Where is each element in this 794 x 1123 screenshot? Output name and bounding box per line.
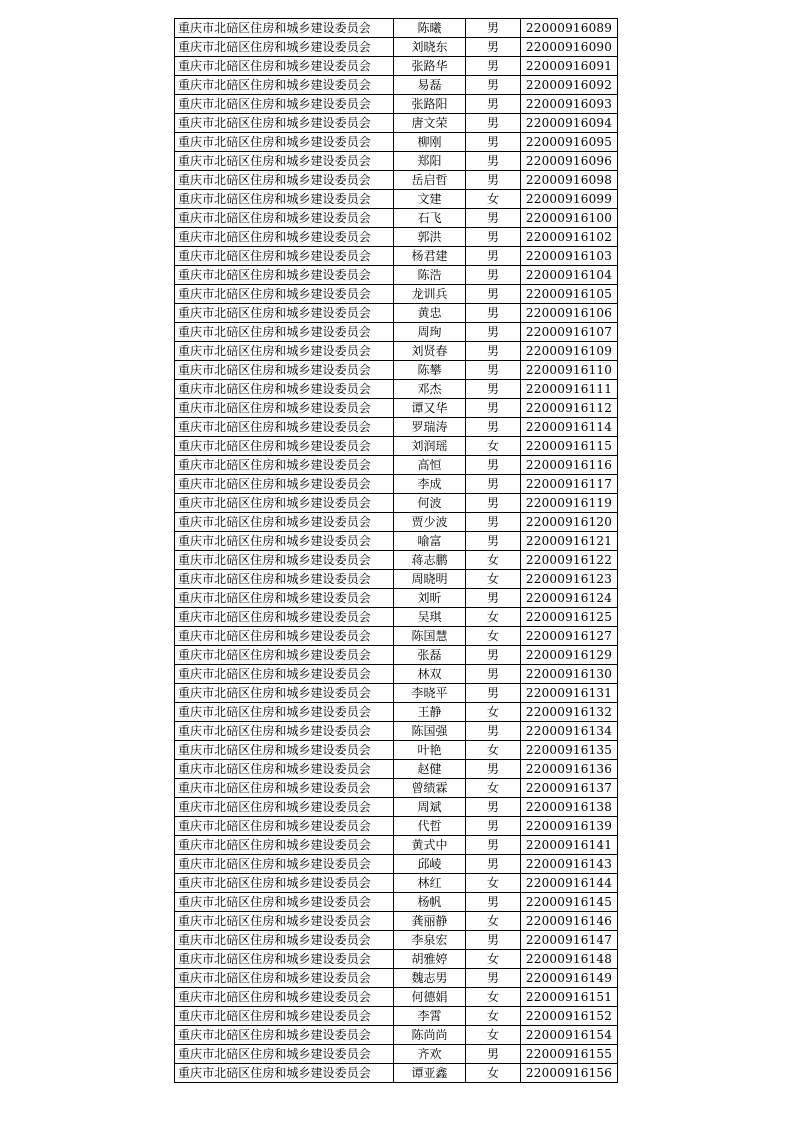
gender-cell: 男 bbox=[466, 247, 521, 266]
table-row bbox=[175, 1045, 618, 1064]
candidate-id-cell: 22000916119 bbox=[521, 494, 618, 513]
name-cell: 柳刚 bbox=[394, 133, 466, 152]
organization-cell: 重庆市北碚区住房和城乡建设委员会 bbox=[175, 1045, 394, 1064]
table-row bbox=[175, 741, 618, 760]
candidate-id-cell: 22000916111 bbox=[521, 380, 618, 399]
candidate-id-cell: 22000916110 bbox=[521, 361, 618, 380]
table-row bbox=[175, 646, 618, 665]
name-cell: 喻富 bbox=[394, 532, 466, 551]
name-cell: 何德娟 bbox=[394, 988, 466, 1007]
name-cell: 王静 bbox=[394, 703, 466, 722]
organization-cell: 重庆市北碚区住房和城乡建设委员会 bbox=[175, 399, 394, 418]
table-row bbox=[175, 703, 618, 722]
gender-cell: 男 bbox=[466, 646, 521, 665]
name-cell: 林红 bbox=[394, 874, 466, 893]
roster-table bbox=[174, 18, 618, 1083]
table-row bbox=[175, 969, 618, 988]
table-row bbox=[175, 304, 618, 323]
name-cell: 胡雅婷 bbox=[394, 950, 466, 969]
gender-cell: 男 bbox=[466, 418, 521, 437]
gender-cell: 女 bbox=[466, 437, 521, 456]
organization-cell: 重庆市北碚区住房和城乡建设委员会 bbox=[175, 703, 394, 722]
candidate-id-cell: 22000916146 bbox=[521, 912, 618, 931]
organization-cell: 重庆市北碚区住房和城乡建设委员会 bbox=[175, 342, 394, 361]
gender-cell: 男 bbox=[466, 893, 521, 912]
gender-cell: 男 bbox=[466, 665, 521, 684]
gender-cell: 男 bbox=[466, 399, 521, 418]
candidate-id-cell: 22000916141 bbox=[521, 836, 618, 855]
gender-cell: 男 bbox=[466, 95, 521, 114]
candidate-id-cell: 22000916092 bbox=[521, 76, 618, 95]
gender-cell: 男 bbox=[466, 494, 521, 513]
organization-cell: 重庆市北碚区住房和城乡建设委员会 bbox=[175, 836, 394, 855]
gender-cell: 女 bbox=[466, 1026, 521, 1045]
organization-cell: 重庆市北碚区住房和城乡建设委员会 bbox=[175, 627, 394, 646]
candidate-id-cell: 22000916105 bbox=[521, 285, 618, 304]
organization-cell: 重庆市北碚区住房和城乡建设委员会 bbox=[175, 874, 394, 893]
name-cell: 李晓平 bbox=[394, 684, 466, 703]
organization-cell: 重庆市北碚区住房和城乡建设委员会 bbox=[175, 361, 394, 380]
candidate-id-cell: 22000916147 bbox=[521, 931, 618, 950]
organization-cell: 重庆市北碚区住房和城乡建设委员会 bbox=[175, 247, 394, 266]
table-row bbox=[175, 988, 618, 1007]
candidate-id-cell: 22000916132 bbox=[521, 703, 618, 722]
organization-cell: 重庆市北碚区住房和城乡建设委员会 bbox=[175, 817, 394, 836]
gender-cell: 男 bbox=[466, 722, 521, 741]
gender-cell: 男 bbox=[466, 855, 521, 874]
organization-cell: 重庆市北碚区住房和城乡建设委员会 bbox=[175, 475, 394, 494]
name-cell: 周珣 bbox=[394, 323, 466, 342]
name-cell: 叶艳 bbox=[394, 741, 466, 760]
gender-cell: 女 bbox=[466, 551, 521, 570]
candidate-id-cell: 22000916106 bbox=[521, 304, 618, 323]
gender-cell: 男 bbox=[466, 152, 521, 171]
candidate-id-cell: 22000916114 bbox=[521, 418, 618, 437]
candidate-id-cell: 22000916094 bbox=[521, 114, 618, 133]
table-row bbox=[175, 95, 618, 114]
candidate-id-cell: 22000916102 bbox=[521, 228, 618, 247]
gender-cell: 女 bbox=[466, 703, 521, 722]
organization-cell: 重庆市北碚区住房和城乡建设委员会 bbox=[175, 1064, 394, 1083]
organization-cell: 重庆市北碚区住房和城乡建设委员会 bbox=[175, 285, 394, 304]
table-row bbox=[175, 133, 618, 152]
organization-cell: 重庆市北碚区住房和城乡建设委员会 bbox=[175, 38, 394, 57]
candidate-id-cell: 22000916152 bbox=[521, 1007, 618, 1026]
candidate-id-cell: 22000916115 bbox=[521, 437, 618, 456]
name-cell: 周晓明 bbox=[394, 570, 466, 589]
name-cell: 代哲 bbox=[394, 817, 466, 836]
candidate-id-cell: 22000916099 bbox=[521, 190, 618, 209]
table-row bbox=[175, 209, 618, 228]
table-row bbox=[175, 57, 618, 76]
gender-cell: 男 bbox=[466, 589, 521, 608]
name-cell: 陈攀 bbox=[394, 361, 466, 380]
table-row bbox=[175, 779, 618, 798]
gender-cell: 男 bbox=[466, 1045, 521, 1064]
gender-cell: 男 bbox=[466, 114, 521, 133]
candidate-id-cell: 22000916149 bbox=[521, 969, 618, 988]
candidate-id-cell: 22000916134 bbox=[521, 722, 618, 741]
candidate-id-cell: 22000916093 bbox=[521, 95, 618, 114]
table-row bbox=[175, 19, 618, 38]
gender-cell: 女 bbox=[466, 570, 521, 589]
gender-cell: 男 bbox=[466, 133, 521, 152]
gender-cell: 男 bbox=[466, 513, 521, 532]
candidate-id-cell: 22000916136 bbox=[521, 760, 618, 779]
organization-cell: 重庆市北碚区住房和城乡建设委员会 bbox=[175, 893, 394, 912]
organization-cell: 重庆市北碚区住房和城乡建设委员会 bbox=[175, 665, 394, 684]
table-row bbox=[175, 798, 618, 817]
gender-cell: 男 bbox=[466, 266, 521, 285]
table-row bbox=[175, 475, 618, 494]
candidate-id-cell: 22000916109 bbox=[521, 342, 618, 361]
table-row bbox=[175, 361, 618, 380]
candidate-id-cell: 22000916104 bbox=[521, 266, 618, 285]
table-row bbox=[175, 152, 618, 171]
candidate-id-cell: 22000916096 bbox=[521, 152, 618, 171]
name-cell: 谭亚鑫 bbox=[394, 1064, 466, 1083]
table-row bbox=[175, 342, 618, 361]
gender-cell: 男 bbox=[466, 836, 521, 855]
gender-cell: 男 bbox=[466, 684, 521, 703]
name-cell: 唐文荣 bbox=[394, 114, 466, 133]
name-cell: 杨君建 bbox=[394, 247, 466, 266]
organization-cell: 重庆市北碚区住房和城乡建设委员会 bbox=[175, 798, 394, 817]
organization-cell: 重庆市北碚区住房和城乡建设委员会 bbox=[175, 171, 394, 190]
gender-cell: 女 bbox=[466, 779, 521, 798]
name-cell: 刘晓东 bbox=[394, 38, 466, 57]
table-row bbox=[175, 114, 618, 133]
name-cell: 易磊 bbox=[394, 76, 466, 95]
table-row bbox=[175, 228, 618, 247]
name-cell: 陈尚尚 bbox=[394, 1026, 466, 1045]
gender-cell: 男 bbox=[466, 456, 521, 475]
organization-cell: 重庆市北碚区住房和城乡建设委员会 bbox=[175, 969, 394, 988]
candidate-id-cell: 22000916131 bbox=[521, 684, 618, 703]
organization-cell: 重庆市北碚区住房和城乡建设委员会 bbox=[175, 190, 394, 209]
candidate-id-cell: 22000916100 bbox=[521, 209, 618, 228]
organization-cell: 重庆市北碚区住房和城乡建设委员会 bbox=[175, 570, 394, 589]
candidate-id-cell: 22000916107 bbox=[521, 323, 618, 342]
candidate-id-cell: 22000916117 bbox=[521, 475, 618, 494]
table-row bbox=[175, 323, 618, 342]
candidate-id-cell: 22000916090 bbox=[521, 38, 618, 57]
name-cell: 赵健 bbox=[394, 760, 466, 779]
gender-cell: 男 bbox=[466, 361, 521, 380]
organization-cell: 重庆市北碚区住房和城乡建设委员会 bbox=[175, 608, 394, 627]
organization-cell: 重庆市北碚区住房和城乡建设委员会 bbox=[175, 722, 394, 741]
name-cell: 刘润瑶 bbox=[394, 437, 466, 456]
table-row bbox=[175, 760, 618, 779]
gender-cell: 男 bbox=[466, 171, 521, 190]
candidate-id-cell: 22000916122 bbox=[521, 551, 618, 570]
name-cell: 曾绩霖 bbox=[394, 779, 466, 798]
gender-cell: 男 bbox=[466, 285, 521, 304]
gender-cell: 女 bbox=[466, 1007, 521, 1026]
candidate-id-cell: 22000916129 bbox=[521, 646, 618, 665]
table-row bbox=[175, 38, 618, 57]
name-cell: 邱崚 bbox=[394, 855, 466, 874]
candidate-id-cell: 22000916148 bbox=[521, 950, 618, 969]
name-cell: 刘昕 bbox=[394, 589, 466, 608]
table-row bbox=[175, 456, 618, 475]
candidate-id-cell: 22000916095 bbox=[521, 133, 618, 152]
table-row bbox=[175, 912, 618, 931]
gender-cell: 男 bbox=[466, 760, 521, 779]
name-cell: 周斌 bbox=[394, 798, 466, 817]
name-cell: 蒋志鹏 bbox=[394, 551, 466, 570]
candidate-id-cell: 22000916139 bbox=[521, 817, 618, 836]
name-cell: 张路华 bbox=[394, 57, 466, 76]
gender-cell: 女 bbox=[466, 912, 521, 931]
gender-cell: 男 bbox=[466, 57, 521, 76]
gender-cell: 男 bbox=[466, 969, 521, 988]
name-cell: 魏志男 bbox=[394, 969, 466, 988]
name-cell: 邓杰 bbox=[394, 380, 466, 399]
candidate-id-cell: 22000916145 bbox=[521, 893, 618, 912]
candidate-id-cell: 22000916089 bbox=[521, 19, 618, 38]
table-row bbox=[175, 589, 618, 608]
candidate-id-cell: 22000916143 bbox=[521, 855, 618, 874]
name-cell: 刘贤春 bbox=[394, 342, 466, 361]
gender-cell: 男 bbox=[466, 380, 521, 399]
table-row bbox=[175, 893, 618, 912]
organization-cell: 重庆市北碚区住房和城乡建设委员会 bbox=[175, 513, 394, 532]
name-cell: 陈国慧 bbox=[394, 627, 466, 646]
gender-cell: 男 bbox=[466, 817, 521, 836]
table-row bbox=[175, 551, 618, 570]
gender-cell: 女 bbox=[466, 874, 521, 893]
table-row bbox=[175, 399, 618, 418]
name-cell: 张磊 bbox=[394, 646, 466, 665]
name-cell: 陈曦 bbox=[394, 19, 466, 38]
table-row bbox=[175, 684, 618, 703]
table-row bbox=[175, 380, 618, 399]
name-cell: 陈国强 bbox=[394, 722, 466, 741]
table-row bbox=[175, 570, 618, 589]
organization-cell: 重庆市北碚区住房和城乡建设委员会 bbox=[175, 57, 394, 76]
gender-cell: 男 bbox=[466, 323, 521, 342]
gender-cell: 女 bbox=[466, 950, 521, 969]
organization-cell: 重庆市北碚区住房和城乡建设委员会 bbox=[175, 19, 394, 38]
table-row bbox=[175, 874, 618, 893]
name-cell: 张路阳 bbox=[394, 95, 466, 114]
table-row bbox=[175, 513, 618, 532]
gender-cell: 女 bbox=[466, 1064, 521, 1083]
candidate-id-cell: 22000916154 bbox=[521, 1026, 618, 1045]
name-cell: 黄式中 bbox=[394, 836, 466, 855]
name-cell: 李成 bbox=[394, 475, 466, 494]
organization-cell: 重庆市北碚区住房和城乡建设委员会 bbox=[175, 988, 394, 1007]
roster-table-body bbox=[175, 19, 618, 1083]
table-row bbox=[175, 247, 618, 266]
gender-cell: 男 bbox=[466, 209, 521, 228]
gender-cell: 男 bbox=[466, 931, 521, 950]
organization-cell: 重庆市北碚区住房和城乡建设委员会 bbox=[175, 209, 394, 228]
table-row bbox=[175, 285, 618, 304]
organization-cell: 重庆市北碚区住房和城乡建设委员会 bbox=[175, 266, 394, 285]
gender-cell: 女 bbox=[466, 741, 521, 760]
name-cell: 文建 bbox=[394, 190, 466, 209]
name-cell: 李霄 bbox=[394, 1007, 466, 1026]
table-row bbox=[175, 665, 618, 684]
table-row bbox=[175, 266, 618, 285]
table-row bbox=[175, 855, 618, 874]
organization-cell: 重庆市北碚区住房和城乡建设委员会 bbox=[175, 76, 394, 95]
name-cell: 罗瑞涛 bbox=[394, 418, 466, 437]
candidate-id-cell: 22000916103 bbox=[521, 247, 618, 266]
organization-cell: 重庆市北碚区住房和城乡建设委员会 bbox=[175, 950, 394, 969]
organization-cell: 重庆市北碚区住房和城乡建设委员会 bbox=[175, 589, 394, 608]
table-row bbox=[175, 171, 618, 190]
gender-cell: 男 bbox=[466, 228, 521, 247]
gender-cell: 男 bbox=[466, 475, 521, 494]
candidate-id-cell: 22000916116 bbox=[521, 456, 618, 475]
table-row bbox=[175, 627, 618, 646]
name-cell: 龚丽静 bbox=[394, 912, 466, 931]
organization-cell: 重庆市北碚区住房和城乡建设委员会 bbox=[175, 779, 394, 798]
organization-cell: 重庆市北碚区住房和城乡建设委员会 bbox=[175, 551, 394, 570]
table-row bbox=[175, 190, 618, 209]
organization-cell: 重庆市北碚区住房和城乡建设委员会 bbox=[175, 1007, 394, 1026]
name-cell: 岳启哲 bbox=[394, 171, 466, 190]
table-row bbox=[175, 817, 618, 836]
organization-cell: 重庆市北碚区住房和城乡建设委员会 bbox=[175, 456, 394, 475]
candidate-id-cell: 22000916091 bbox=[521, 57, 618, 76]
table-row bbox=[175, 950, 618, 969]
candidate-id-cell: 22000916123 bbox=[521, 570, 618, 589]
candidate-id-cell: 22000916156 bbox=[521, 1064, 618, 1083]
organization-cell: 重庆市北碚区住房和城乡建设委员会 bbox=[175, 855, 394, 874]
candidate-id-cell: 22000916137 bbox=[521, 779, 618, 798]
table-row bbox=[175, 836, 618, 855]
name-cell: 高恒 bbox=[394, 456, 466, 475]
candidate-id-cell: 22000916144 bbox=[521, 874, 618, 893]
table-row bbox=[175, 931, 618, 950]
organization-cell: 重庆市北碚区住房和城乡建设委员会 bbox=[175, 931, 394, 950]
name-cell: 何波 bbox=[394, 494, 466, 513]
name-cell: 齐欢 bbox=[394, 1045, 466, 1064]
gender-cell: 男 bbox=[466, 798, 521, 817]
table-row bbox=[175, 76, 618, 95]
table-row bbox=[175, 418, 618, 437]
gender-cell: 女 bbox=[466, 988, 521, 1007]
organization-cell: 重庆市北碚区住房和城乡建设委员会 bbox=[175, 437, 394, 456]
table-row bbox=[175, 494, 618, 513]
candidate-id-cell: 22000916127 bbox=[521, 627, 618, 646]
gender-cell: 男 bbox=[466, 304, 521, 323]
candidate-id-cell: 22000916130 bbox=[521, 665, 618, 684]
gender-cell: 女 bbox=[466, 627, 521, 646]
organization-cell: 重庆市北碚区住房和城乡建设委员会 bbox=[175, 494, 394, 513]
candidate-id-cell: 22000916138 bbox=[521, 798, 618, 817]
candidate-id-cell: 22000916151 bbox=[521, 988, 618, 1007]
candidate-id-cell: 22000916125 bbox=[521, 608, 618, 627]
table-row bbox=[175, 437, 618, 456]
gender-cell: 男 bbox=[466, 38, 521, 57]
organization-cell: 重庆市北碚区住房和城乡建设委员会 bbox=[175, 912, 394, 931]
organization-cell: 重庆市北碚区住房和城乡建设委员会 bbox=[175, 532, 394, 551]
organization-cell: 重庆市北碚区住房和城乡建设委员会 bbox=[175, 152, 394, 171]
table-row bbox=[175, 1007, 618, 1026]
table-row bbox=[175, 722, 618, 741]
name-cell: 贾少波 bbox=[394, 513, 466, 532]
candidate-id-cell: 22000916124 bbox=[521, 589, 618, 608]
organization-cell: 重庆市北碚区住房和城乡建设委员会 bbox=[175, 114, 394, 133]
candidate-id-cell: 22000916098 bbox=[521, 171, 618, 190]
organization-cell: 重庆市北碚区住房和城乡建设委员会 bbox=[175, 684, 394, 703]
name-cell: 郑阳 bbox=[394, 152, 466, 171]
candidate-id-cell: 22000916135 bbox=[521, 741, 618, 760]
name-cell: 陈浩 bbox=[394, 266, 466, 285]
name-cell: 李泉宏 bbox=[394, 931, 466, 950]
name-cell: 黄忠 bbox=[394, 304, 466, 323]
organization-cell: 重庆市北碚区住房和城乡建设委员会 bbox=[175, 760, 394, 779]
candidate-id-cell: 22000916121 bbox=[521, 532, 618, 551]
candidate-id-cell: 22000916120 bbox=[521, 513, 618, 532]
organization-cell: 重庆市北碚区住房和城乡建设委员会 bbox=[175, 741, 394, 760]
candidate-id-cell: 22000916155 bbox=[521, 1045, 618, 1064]
organization-cell: 重庆市北碚区住房和城乡建设委员会 bbox=[175, 1026, 394, 1045]
name-cell: 林双 bbox=[394, 665, 466, 684]
organization-cell: 重庆市北碚区住房和城乡建设委员会 bbox=[175, 323, 394, 342]
table-row bbox=[175, 1064, 618, 1083]
name-cell: 吴琪 bbox=[394, 608, 466, 627]
gender-cell: 男 bbox=[466, 76, 521, 95]
table-row bbox=[175, 608, 618, 627]
organization-cell: 重庆市北碚区住房和城乡建设委员会 bbox=[175, 304, 394, 323]
gender-cell: 男 bbox=[466, 342, 521, 361]
candidate-id-cell: 22000916112 bbox=[521, 399, 618, 418]
name-cell: 郭洪 bbox=[394, 228, 466, 247]
organization-cell: 重庆市北碚区住房和城乡建设委员会 bbox=[175, 380, 394, 399]
organization-cell: 重庆市北碚区住房和城乡建设委员会 bbox=[175, 646, 394, 665]
gender-cell: 女 bbox=[466, 608, 521, 627]
gender-cell: 男 bbox=[466, 19, 521, 38]
name-cell: 石飞 bbox=[394, 209, 466, 228]
gender-cell: 女 bbox=[466, 190, 521, 209]
name-cell: 龙训兵 bbox=[394, 285, 466, 304]
organization-cell: 重庆市北碚区住房和城乡建设委员会 bbox=[175, 228, 394, 247]
organization-cell: 重庆市北碚区住房和城乡建设委员会 bbox=[175, 133, 394, 152]
organization-cell: 重庆市北碚区住房和城乡建设委员会 bbox=[175, 95, 394, 114]
table-row bbox=[175, 1026, 618, 1045]
name-cell: 谭又华 bbox=[394, 399, 466, 418]
table-row bbox=[175, 532, 618, 551]
name-cell: 杨帆 bbox=[394, 893, 466, 912]
organization-cell: 重庆市北碚区住房和城乡建设委员会 bbox=[175, 418, 394, 437]
gender-cell: 男 bbox=[466, 532, 521, 551]
